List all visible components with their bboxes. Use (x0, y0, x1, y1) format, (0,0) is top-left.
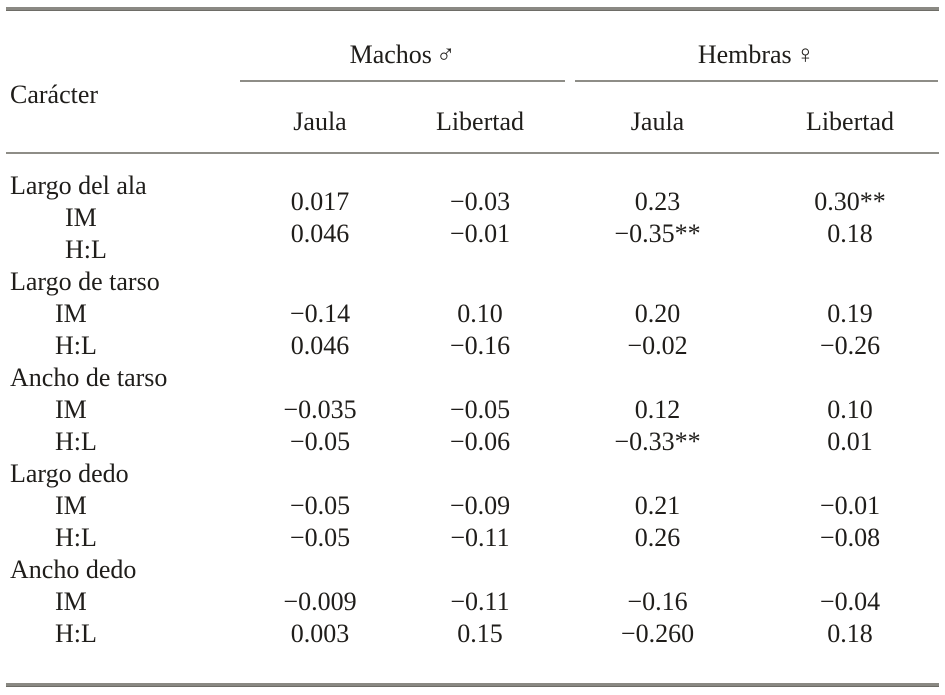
row-label: IM (65, 203, 97, 232)
subcol-hembras-libertad: Libertad (805, 107, 895, 136)
cell-value: 0.15 (457, 619, 503, 648)
male-icon: ♂ (435, 40, 456, 69)
cell-value: 0.046 (290, 331, 350, 360)
cell-value: 0.10 (827, 395, 873, 424)
cell-value: −0.05 (289, 523, 351, 552)
cell-value: 0.10 (457, 299, 503, 328)
female-icon: ♀ (795, 40, 816, 69)
table-row (0, 426, 945, 458)
cell-value: −0.16 (627, 587, 688, 616)
subcol-machos-jaula: Jaula (293, 107, 347, 136)
cell-value: −0.03 (449, 187, 511, 216)
cell-value: −0.35** (614, 219, 701, 248)
cell-value: 0.017 (290, 187, 350, 216)
table-row (0, 394, 945, 426)
cell-value: −0.06 (449, 427, 511, 456)
cell-value: −0.009 (283, 587, 357, 616)
cell-value: −0.01 (449, 219, 511, 248)
cell-value: 0.26 (634, 523, 681, 552)
cell-value: 0.18 (827, 219, 873, 248)
table-header (0, 11, 945, 152)
row-label: H:L (55, 427, 97, 456)
subcol-machos-libertad: Libertad (435, 107, 525, 136)
group-label: Largo del ala (10, 171, 147, 200)
table-group (0, 554, 945, 650)
table-row (0, 298, 945, 330)
spanner-rule-hembras (575, 80, 938, 82)
table-body (0, 156, 945, 650)
row-label: IM (55, 395, 87, 424)
table-group (0, 266, 945, 362)
cell-value: −0.16 (449, 331, 511, 360)
cell-value: −0.11 (450, 587, 510, 616)
header-rule (6, 152, 939, 154)
cell-value: −0.08 (819, 523, 881, 552)
subcol-hembras-jaula: Jaula (630, 107, 685, 136)
row-label: H:L (55, 619, 97, 648)
group-label: Largo dedo (10, 459, 129, 488)
table-group (0, 458, 945, 554)
cell-value: 0.30** (814, 187, 886, 216)
cell-value: 0.20 (634, 299, 681, 328)
group-label: Ancho de tarso (10, 363, 168, 392)
cell-value: −0.26 (819, 331, 881, 360)
cell-value: 0.12 (634, 395, 681, 424)
cell-value: −0.14 (289, 299, 351, 328)
cell-value: −0.05 (289, 427, 351, 456)
row-label: IM (55, 491, 87, 520)
cell-value: 0.19 (827, 299, 873, 328)
table-row (0, 522, 945, 554)
cell-value: −0.05 (289, 491, 351, 520)
row-label: IM (55, 587, 87, 616)
group-label: Ancho dedo (10, 555, 137, 584)
row-label: IM (55, 299, 87, 328)
table-row (0, 330, 945, 362)
cell-value: −0.04 (819, 587, 881, 616)
cell-value: 0.18 (827, 619, 873, 648)
table-row (0, 586, 945, 618)
table-group (0, 170, 945, 266)
spanner-machos-label: Machos (349, 40, 432, 69)
cell-value: 0.23 (634, 187, 681, 216)
cell-value: −0.05 (449, 395, 511, 424)
cell-value: −0.035 (283, 395, 357, 424)
bottom-rule (6, 683, 939, 687)
cell-value: 0.046 (290, 219, 350, 248)
group-label: Largo de tarso (10, 267, 160, 296)
cell-value: −0.09 (449, 491, 511, 520)
cell-value: −0.11 (450, 523, 510, 552)
spanner-machos (240, 39, 565, 71)
column-header-caracter: Carácter (10, 80, 99, 109)
row-label: H:L (65, 235, 107, 264)
table-row (0, 618, 945, 650)
cell-value: 0.21 (634, 491, 681, 520)
cell-value: −0.33** (614, 427, 701, 456)
cell-value: −0.01 (819, 491, 881, 520)
row-label: H:L (55, 331, 97, 360)
cell-value: 0.003 (290, 619, 350, 648)
cell-value: 0.01 (827, 427, 873, 456)
cell-value: −0.02 (627, 331, 688, 360)
table-group (0, 362, 945, 458)
spanner-hembras (575, 39, 938, 71)
row-label: H:L (55, 523, 97, 552)
table-row (0, 490, 945, 522)
spanner-rule-machos (240, 80, 565, 82)
spanner-hembras-label: Hembras (697, 40, 792, 69)
cell-value: −0.260 (620, 619, 695, 648)
